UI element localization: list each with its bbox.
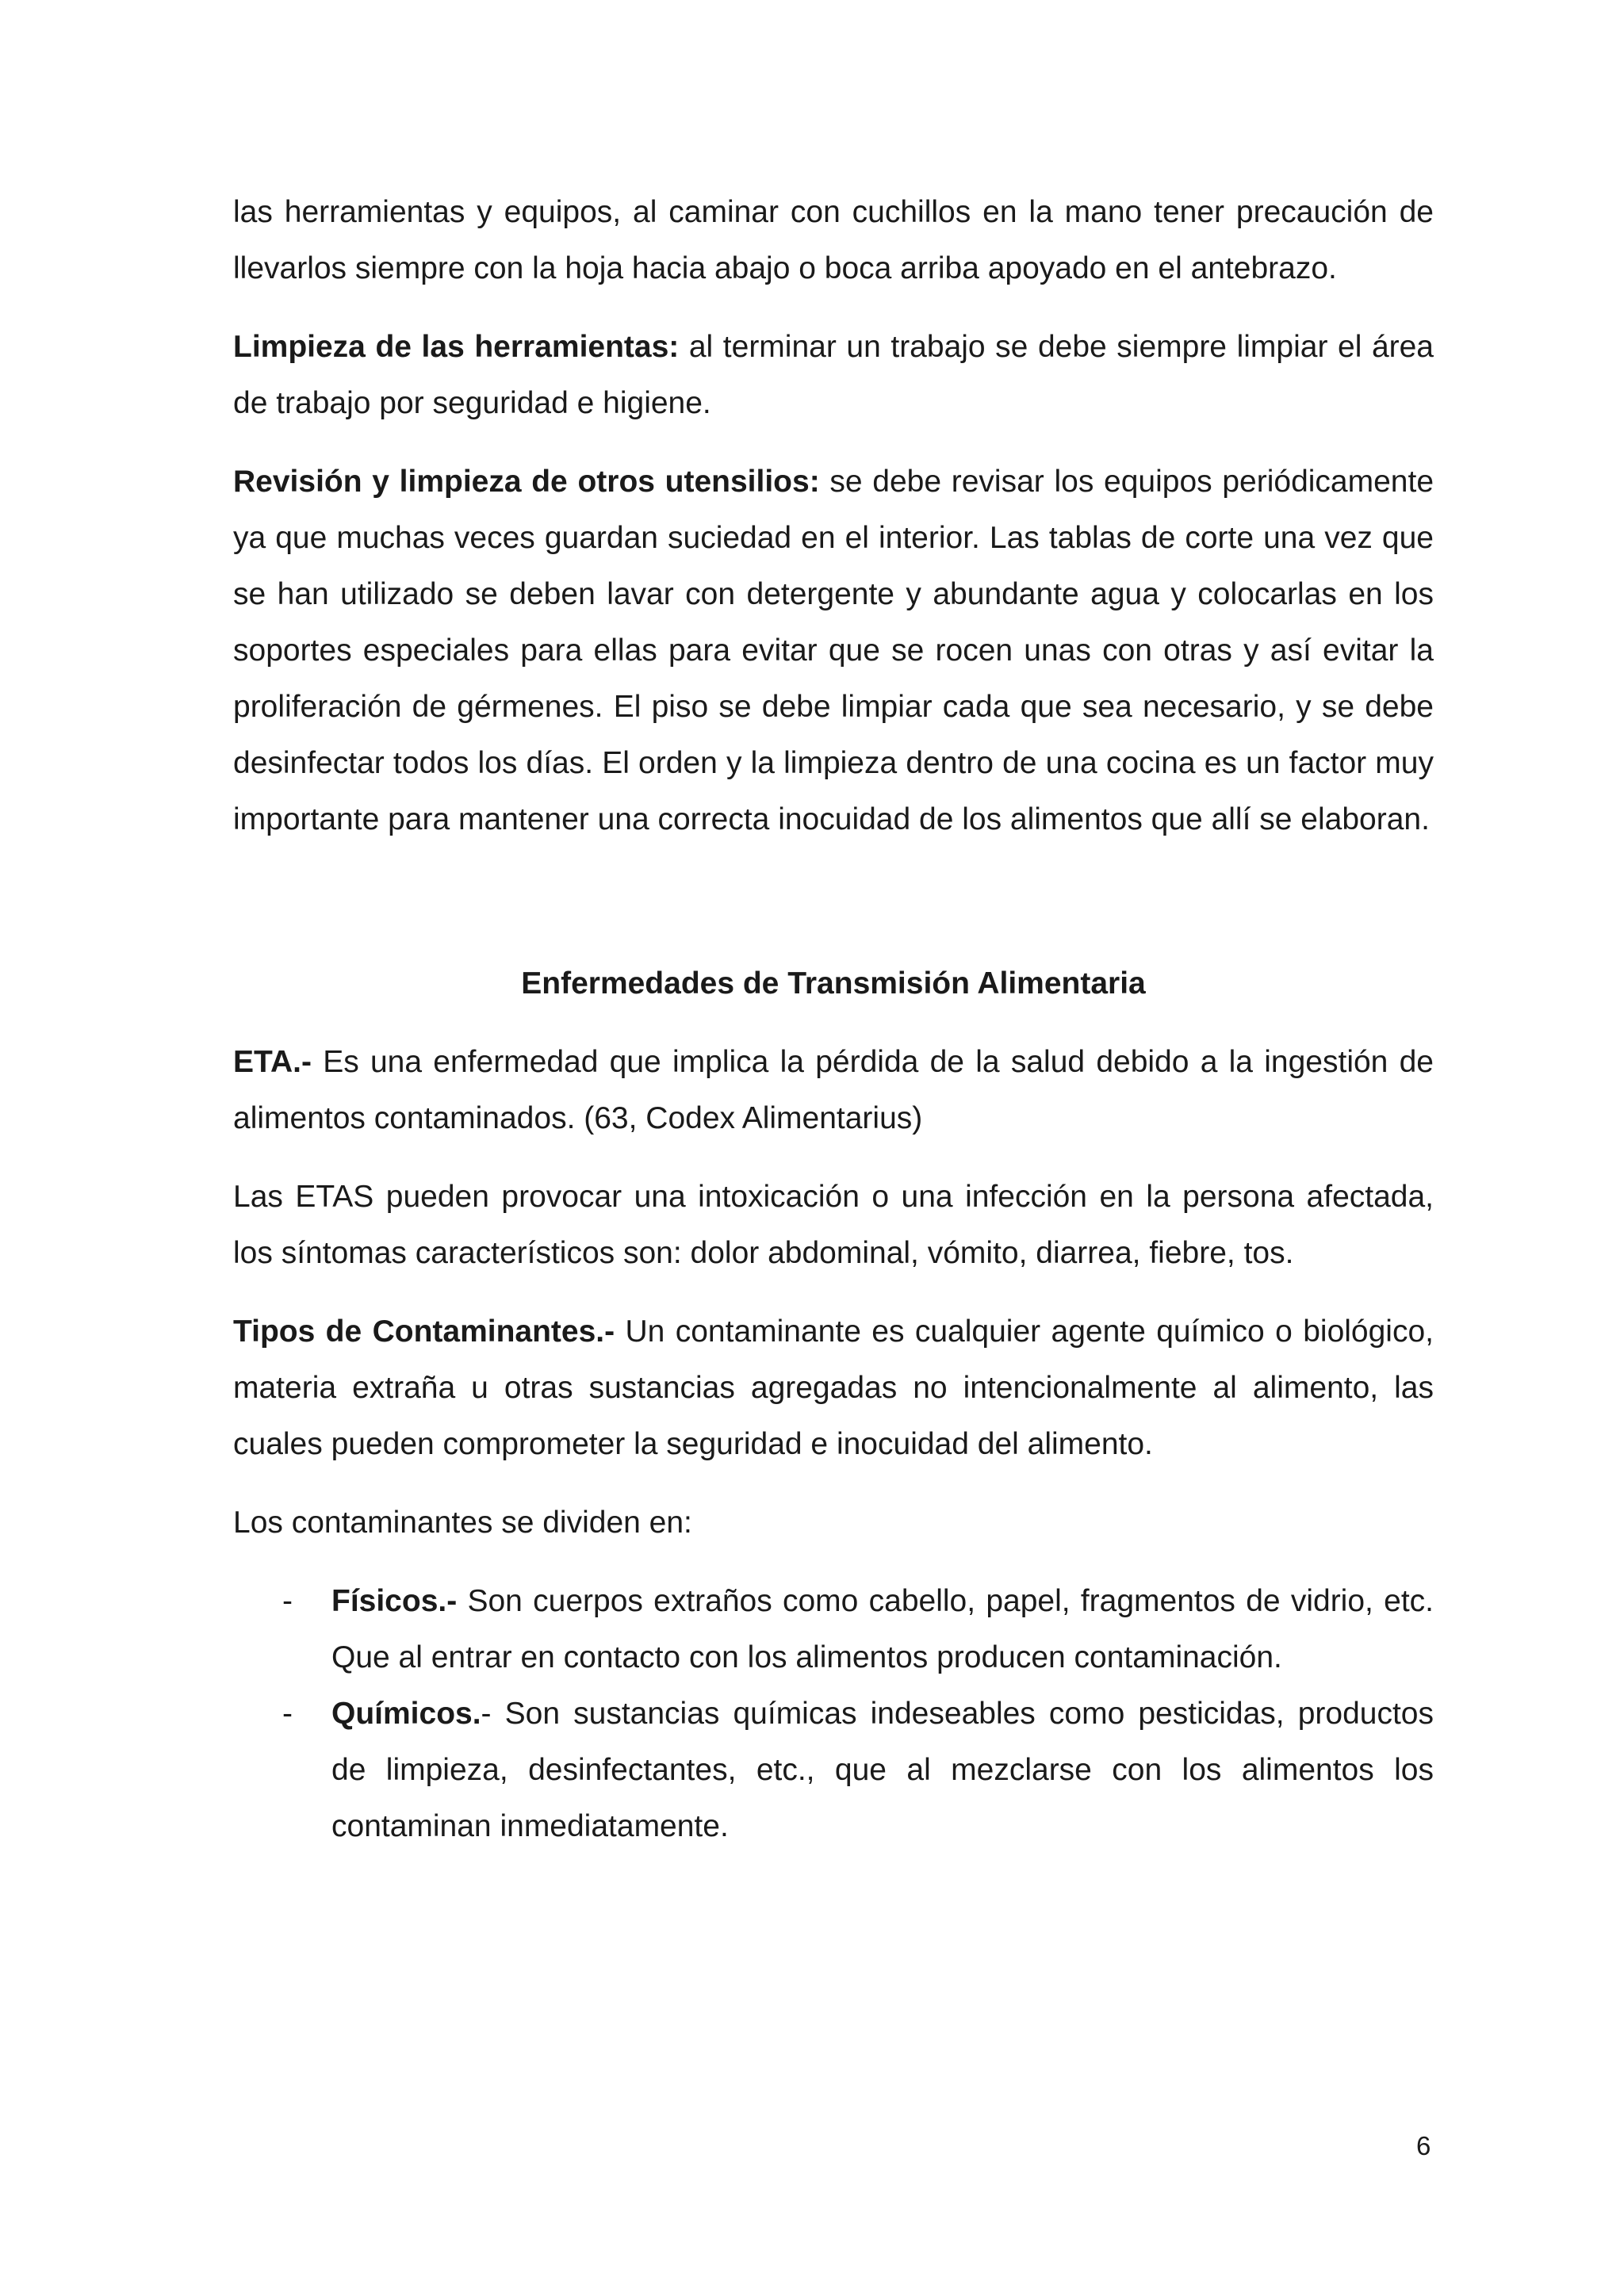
paragraph-text: Los contaminantes se dividen en: [233,1506,692,1540]
page-content [233,184,1434,1854]
list-item-text: Son cuerpos extraños como cabello, papel, fragmentos de vidrio, etc. Que al entrar en contacto con los alimentos producen contaminación. [331,1584,1434,1674]
paragraph-lead: Revisión y limpieza de otros utensilios: [233,465,820,499]
paragraph-utensils-review [233,453,1434,848]
page-number: 6 [1416,2131,1431,2160]
list-item-text: - Son sustancias químicas indeseables como pesticidas, productos de limpieza, desinfectantes, etc., que al mezclarse con los alimentos los contaminan inmediatamente. [331,1697,1434,1843]
paragraph-eta-definition [233,1034,1434,1146]
contaminant-list [233,1573,1434,1854]
paragraph-text: Las ETAS pueden provocar una intoxicación o una infección en la persona afectada, los síntomas característicos son: dolor abdominal, vómito, diarrea, fiebre, tos. [233,1180,1434,1270]
paragraph-lead: ETA.- [233,1045,312,1079]
paragraph-text: las herramientas y equipos, al caminar con cuchillos en la mano tener precaución de llevarlos siempre con la hoja hacia abajo o boca arriba apoyado en el antebrazo. [233,195,1434,285]
list-item-physical [233,1573,1434,1686]
paragraph-contaminant-division [233,1494,1434,1551]
paragraph-text: al terminar un trabajo se debe siempre limpiar el área de trabajo por seguridad e higiene. [233,330,1434,420]
list-item-chemical [233,1686,1434,1854]
paragraph-tools-handling [233,184,1434,297]
list-item-lead: Físicos.- [331,1584,458,1618]
paragraph-lead: Limpieza de las herramientas: [233,330,680,364]
paragraph-lead: Tipos de Contaminantes.- [233,1314,615,1349]
paragraph-contaminant-types [233,1303,1434,1472]
list-dash: - [282,1584,293,1618]
paragraph-text: Un contaminante es cualquier agente químico o biológico, materia extraña u otras sustancias agregadas no intencionalmente al alimento, las cuales pueden comprometer la seguridad e inocuidad del alimento. [233,1314,1434,1461]
paragraph-eta-symptoms [233,1169,1434,1281]
section-title: Enfermedades de Transmisión Alimentaria [521,966,1146,1001]
paragraph-text: Es una enfermedad que implica la pérdida de la salud debido a la ingestión de alimentos contaminados. (63, Codex Alimentarius) [233,1045,1434,1135]
paragraph-text: se debe revisar los equipos periódicamente ya que muchas veces guardan suciedad en el interior. Las tablas de corte una vez que se han utilizado se deben lavar con detergente y abundante agua y colocarlas en los soportes especiales para ellas para evitar que se rocen unas con otras y así evitar la proliferación de gérmenes. El piso se debe limpiar cada que sea necesario, y se debe desinfectar todos los días. El orden y la limpieza dentro de una cocina es un factor muy importante para mantener una correcta inocuidad de los alimentos que allí se elaboran. [233,465,1434,836]
list-dash: - [282,1697,293,1731]
paragraph-tools-cleaning [233,319,1434,431]
list-item-lead: Químicos. [331,1697,481,1731]
